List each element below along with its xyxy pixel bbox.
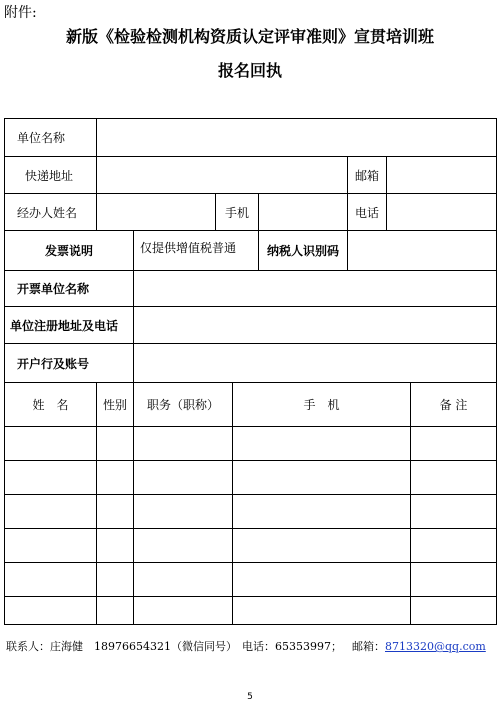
document-title: 新版《检验检测机构资质认定评审准则》宣贯培训班 bbox=[65, 27, 434, 46]
document-subtitle: 报名回执 bbox=[217, 61, 282, 80]
page-number: 5 bbox=[247, 692, 253, 702]
reg-address-phone-label: 单位注册地址及电话 bbox=[10, 318, 119, 333]
taxpayer-id-label: 纳税人识别码 bbox=[266, 244, 339, 258]
table-row[interactable] bbox=[5, 495, 496, 528]
attachment-label: 附件: bbox=[4, 5, 37, 21]
bank-account-label: 开户行及账号 bbox=[17, 356, 90, 371]
contact-email bbox=[352, 638, 486, 654]
email-label: 邮箱： bbox=[352, 640, 385, 653]
mobile-label: 手机 bbox=[224, 205, 249, 220]
unit-name-field[interactable] bbox=[97, 119, 496, 156]
invoice-unit-label: 开票单位名称 bbox=[17, 282, 90, 296]
table-row[interactable] bbox=[5, 427, 496, 460]
taxpayer-id-field[interactable] bbox=[348, 231, 496, 270]
handler-name-label: 经办人姓名 bbox=[17, 205, 78, 220]
invoice-note-label: 发票说明 bbox=[44, 244, 93, 258]
postcode-label: 邮箱 bbox=[354, 168, 379, 183]
table-row[interactable] bbox=[5, 529, 496, 562]
bank-account-field[interactable] bbox=[134, 344, 496, 382]
phone-label: 电话 bbox=[354, 205, 379, 220]
address-field[interactable] bbox=[97, 157, 347, 193]
handler-name-field[interactable] bbox=[97, 194, 215, 230]
mobile-field[interactable] bbox=[259, 194, 347, 230]
header-remarks: 备 注 bbox=[439, 398, 468, 412]
postcode-field[interactable] bbox=[387, 157, 496, 193]
header-position: 职务（职称） bbox=[146, 398, 219, 412]
table-row[interactable] bbox=[5, 461, 496, 494]
phone-field[interactable] bbox=[387, 194, 496, 230]
header-mobile: 手 机 bbox=[303, 398, 340, 412]
reg-address-phone-field[interactable] bbox=[134, 307, 496, 343]
address-label: 快递地址 bbox=[25, 168, 74, 183]
contact-phone: 电话：65353997； bbox=[242, 640, 342, 653]
unit-name-label: 单位名称 bbox=[17, 131, 66, 145]
table-row[interactable] bbox=[5, 563, 496, 596]
invoice-note-value: 仅提供增值税普通 bbox=[140, 241, 237, 255]
table-row[interactable] bbox=[5, 597, 496, 624]
email-link[interactable]: 8713320@qq.com bbox=[385, 640, 486, 653]
invoice-unit-field[interactable] bbox=[134, 271, 496, 306]
header-gender: 性别 bbox=[102, 398, 127, 412]
header-name: 姓 名 bbox=[32, 398, 69, 412]
contact-info: 联系人：庄海健 18976654321（微信同号） bbox=[6, 640, 237, 653]
